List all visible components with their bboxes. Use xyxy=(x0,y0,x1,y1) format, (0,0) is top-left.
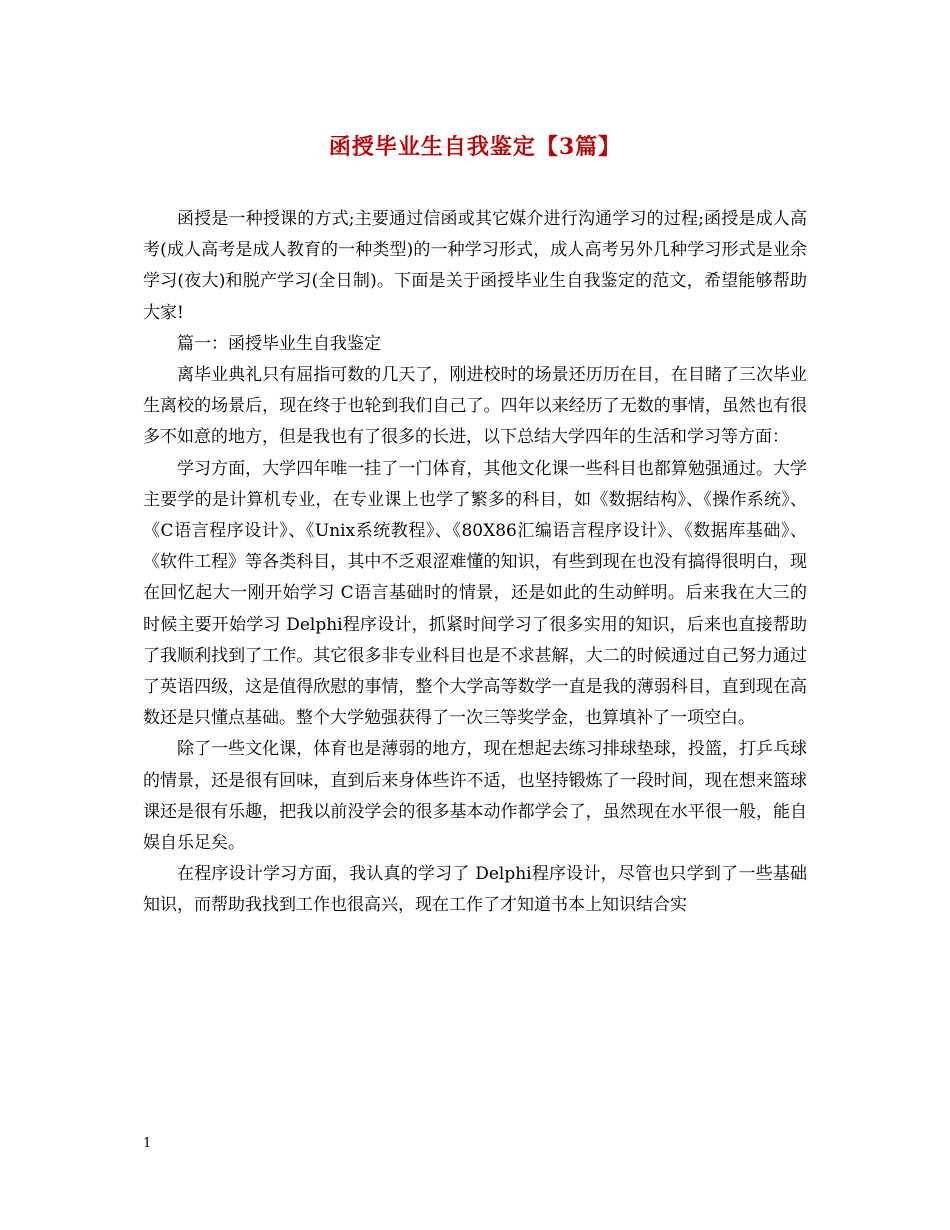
body-paragraph: 学习方面，大学四年唯一挂了一门体育，其他文化课一些科目也都算勉强通过。大学主要学的是计算机专业，在专业课上也学了繁多的科目，如《数据结构》、《操作系统》、《C语言程序设计》、《Unix系统教程》、《80X86汇编语言程序设计》、《数据库基础》、《软件工程》等各类科目，其中不乏艰涩难懂的知识，有些到现在也没有搞得很明白，现在回忆起大一刚开始学习 C语言基础时的情景，还是如此的生动鲜明。后来我在大三的时候主要开始学习 Delphi程序设计，抓紧时间学习了很多实用的知识，后来也直接帮助了我顺利找到了工作。其它很多非专业科目也是不求甚解，大二的时候通过自己努力通过了英语四级，这是值得欣慰的事情，整个大学高等数学一直是我的薄弱科目，直到现在高数还是只懂点基础。整个大学勉强获得了一次三等奖学金，也算填补了一项空白。 xyxy=(143,458,807,729)
intro-paragraph: 函授是一种授课的方式;主要通过信函或其它媒介进行沟通学习的过程;函授是成人高考(成人高考是成人教育的一种类型)的一种学习形式，成人高考另外几种学习形式是业余学习(夜大)和脱产学习(全日制)。下面是关于函授毕业生自我鉴定的范文，希望能够帮助大家! xyxy=(143,209,807,323)
body-paragraph: 离毕业典礼只有屈指可数的几天了，刚进校时的场景还历历在目，在目睹了三次毕业生离校的场景后，现在终于也轮到我们自己了。四年以来经历了无数的事情，虽然也有很多不如意的地方，但是我也有了很多的长进，以下总结大学四年的生活和学习等方面： xyxy=(143,365,807,448)
body-paragraph: 除了一些文化课，体育也是薄弱的地方，现在想起去练习排球垫球，投篮，打乒乓球的情景，还是很有回味，直到后来身体些许不适，也坚持锻炼了一段时间，现在想来篮球课还是很有乐趣，把我以前没学会的很多基本动作都学会了，虽然现在水平很一般，能自娱自乐足矣。 xyxy=(143,739,807,854)
document-title: 函授毕业生自我鉴定【3篇】 xyxy=(328,134,622,160)
body-paragraph: 在程序设计学习方面，我认真的学习了 Delphi程序设计，尽管也只学到了一些基础知识，而帮助我找到工作也很高兴，现在工作了才知道书本上知识结合实 xyxy=(143,864,807,916)
document-body xyxy=(143,204,807,922)
page-number: 1 xyxy=(143,1136,152,1151)
section-heading: 篇一：函授毕业生自我鉴定 xyxy=(177,333,381,354)
